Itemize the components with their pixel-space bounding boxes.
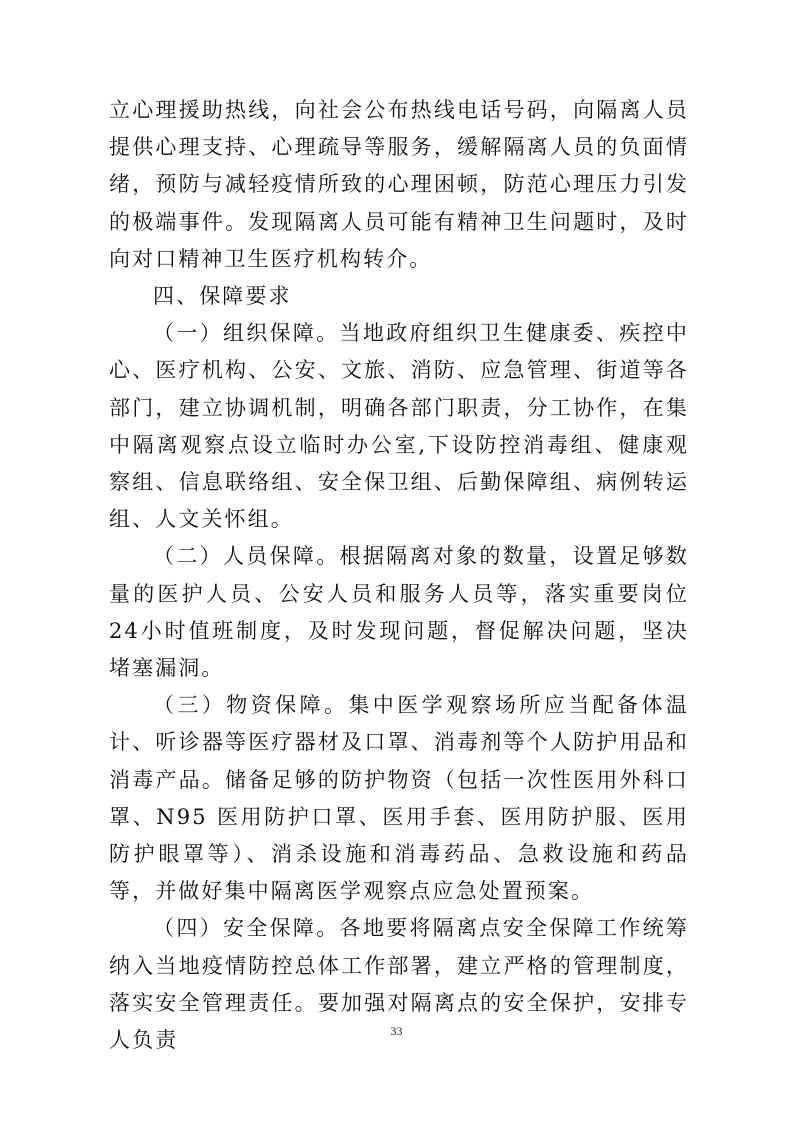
page-number: 33 <box>390 1024 403 1038</box>
section-heading-guarantee: 四、保障要求 <box>153 284 292 309</box>
paragraph-organization: （一）组织保障。当地政府组织卫生健康委、疾控中心、医疗机构、公安、文旅、消防、应急管理、街道等各部门，建立协调机制，明确各部门职责，分工协作，在集中隔离观察点设立临时办公室,下设防控消毒组、健康观察组、信息联络组、安全保卫组、后勤保障组、病例转运组、人文关怀组。 <box>109 321 689 532</box>
paragraph-continuation: 立心理援助热线，向社会公布热线电话号码，向隔离人员提供心理支持、心理疏导等服务，缓解隔离人员的负面情绪，预防与减轻疫情所致的心理困顿，防范心理压力引发的极端事件。发现隔离人员可能有精神卫生问题时，及时向对口精神卫生医疗机构转介。 <box>109 98 689 271</box>
paragraph-personnel: （二）人员保障。根据隔离对象的数量，设置足够数量的医护人员、公安人员和服务人员等，落实重要岗位24小时值班制度，及时发现问题，督促解决问题，坚决堵塞漏洞。 <box>109 544 689 681</box>
document-body <box>109 92 689 1059</box>
paragraph-materials: （三）物资保障。集中医学观察场所应当配备体温计、听诊器等医疗器材及口罩、消毒剂等个人防护用品和消毒产品。储备足够的防护物资（包括一次性医用外科口罩、N95 医用防护口罩、医用手套、医用防护服、医用防护眼罩等）、消杀设施和消毒药品、急救设施和药品等，并做好集中隔离医学观察点应急处置预案。 <box>109 693 689 904</box>
paragraph-safety: （四）安全保障。各地要将隔离点安全保障工作统筹纳入当地疫情防控总体工作部署，建立严格的管理制度，落实安全管理责任。要加强对隔离点的安全保护，安排专人负责 <box>109 916 689 1053</box>
